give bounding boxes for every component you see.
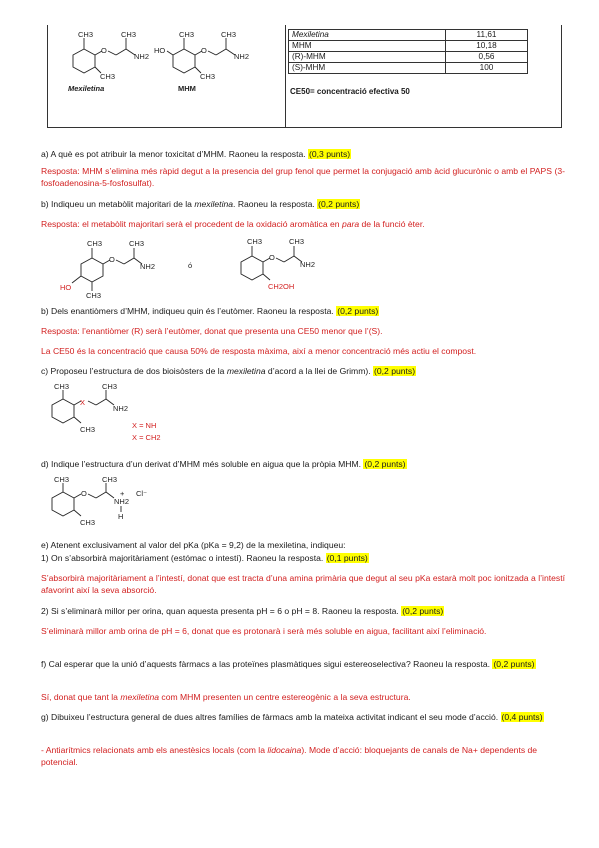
table-cell: 0,56 (446, 52, 528, 63)
nh2-label: NH2 (114, 497, 130, 506)
nh2-label: NH2 (300, 260, 316, 269)
chloride-label: Cl⁻ (136, 489, 148, 498)
answer-f-italic: mexiletina (120, 692, 160, 702)
table-row (289, 30, 528, 41)
ch3-label: CH3 (86, 291, 102, 300)
question-a (41, 149, 561, 161)
points-badge: (0,2 punts) (364, 459, 406, 469)
ch3-label: CH3 (289, 237, 305, 246)
ch2oh-label: CH2OH (268, 282, 295, 291)
ch3-label: CH3 (87, 239, 103, 248)
question-f-text: f) Cal esperar que la unió d’aquests fàrmacs a las proteïnes plasmàtiques sigui estereoselectiva? Raoneu la resposta. (41, 659, 491, 669)
answer-e-1: S’absorbirà majoritàriament a l’intestí, donat que est tracta d’una amina primària que degut al seu pKa estarà molt poc ionitzada a l’intestí afavorint així la seva absorció. (41, 573, 565, 595)
metabolites-structure (40, 236, 360, 300)
table-cell: 100 (446, 63, 528, 74)
question-b-text-end: . Raoneu la resposta. (233, 199, 315, 209)
question-g (41, 712, 565, 724)
table-row (289, 63, 528, 74)
points-badge: (0,1 punts) (326, 553, 368, 563)
nh2-label: NH2 (234, 52, 250, 61)
points-badge: (0,2 punts) (402, 606, 444, 616)
points-badge: (0,2 punts) (374, 366, 416, 376)
answer-f-text-end: com MHM presenten un centre estereogènic a la seva estructura. (159, 692, 411, 702)
question-c (41, 366, 561, 378)
question-e-1-text: 1) On s’absorbirà majoritàriament (estómac o intestí). Raoneu la resposta. (41, 553, 324, 563)
table-row (289, 41, 528, 52)
answer-e-2: S’eliminarà millor amb orina de pH = 6, donat que es protonarà i serà més soluble en aigua, facilitant així l’eliminació. (41, 626, 487, 636)
answer-b-italic: para (341, 219, 360, 229)
table-cell: 11,61 (446, 30, 528, 41)
ce50-table (288, 29, 528, 74)
points-badge: (0,3 punts) (309, 149, 351, 159)
o-label: O (201, 46, 207, 55)
answer-enantiomers-2: La CE50 és la concentració que causa 50% de resposta màxima, així a menor concentració més actiu el compost. (41, 346, 477, 356)
question-c-text-end: d’acord a la llei de Grimm). (265, 366, 371, 376)
ch3-label: CH3 (221, 30, 237, 39)
ce50-note: CE50= concentració efectiva 50 (290, 87, 410, 96)
table-cell: Mexiletina (289, 30, 446, 41)
table-cell: 10,18 (446, 41, 528, 52)
ch3-label: CH3 (102, 382, 118, 391)
ch3-label: CH3 (102, 475, 118, 484)
mexiletina-caption: Mexiletina (68, 84, 105, 93)
question-e-1 (41, 553, 561, 565)
bioisosteres-structure (40, 381, 240, 449)
answer-b (41, 219, 565, 231)
question-e-intro: e) Atenent exclusivament al valor del pKa (pKa = 9,2) de la mexiletina, indiqueu: (41, 540, 346, 550)
points-badge: (0,2 punts) (493, 659, 535, 669)
table-cell: MHM (289, 41, 446, 52)
ch3-label: CH3 (80, 425, 96, 434)
question-b (41, 199, 561, 211)
question-b-text: b) Indiqueu un metabòlit majoritari de la (41, 199, 195, 209)
question-d (41, 459, 561, 471)
ch3-label: CH3 (100, 72, 116, 81)
o-label: O (269, 253, 275, 262)
question-enantiomers (41, 306, 561, 318)
answer-enantiomers-1: Resposta: l’enantiòmer (R) serà l’eutòmer, donat que presenta una CE50 menor que l’(S). (41, 326, 383, 336)
nh2-label: NH2 (140, 262, 156, 271)
table-cell: (S)-MHM (289, 63, 446, 74)
points-badge: (0,4 punts) (501, 712, 543, 722)
ch3-label: CH3 (54, 382, 70, 391)
answer-g-text-end: ). Mode d’acció: bloquejants de canals de Na+ dependents de potencial. (41, 745, 538, 767)
ch3-label: CH3 (247, 237, 263, 246)
question-d-text: d) Indique l’estructura d’un derivat d’MHM més soluble en aigua que la pròpia MHM. (41, 459, 362, 469)
or-label: ó (188, 261, 193, 270)
answer-b-text: Resposta: el metabòlit majoritari serà el procedent de la oxidació aromàtica en (41, 219, 342, 229)
o-label: O (109, 255, 115, 264)
salt-structure (40, 474, 240, 534)
mexiletina-structure (50, 27, 280, 99)
answer-f (41, 692, 565, 704)
x-nh-label: X = NH (132, 421, 157, 430)
ch3-label: CH3 (78, 30, 94, 39)
answer-f-text: Sí, donat que tant la (41, 692, 121, 702)
o-label: O (101, 46, 107, 55)
ho-label: HO (60, 283, 72, 292)
points-badge: (0,2 punts) (337, 306, 379, 316)
points-badge: (0,2 punts) (318, 199, 360, 209)
question-f (41, 659, 565, 671)
ch3-label: CH3 (200, 72, 216, 81)
ch3-label: CH3 (54, 475, 70, 484)
question-e-2 (41, 606, 561, 618)
question-b-italic: mexiletina (194, 199, 234, 209)
ch3-label: CH3 (80, 518, 96, 527)
question-c-italic: mexiletina (226, 366, 266, 376)
x-ch2-label: X = CH2 (132, 433, 161, 442)
question-a-text: a) A què es pot atribuir la menor toxicitat d’MHM. Raoneu la resposta. (41, 149, 306, 159)
x-label: X (80, 398, 86, 407)
top-box-divider (285, 25, 286, 127)
ho-label: HO (154, 46, 166, 55)
ch3-label: CH3 (121, 30, 137, 39)
question-g-text: g) Dibuixeu l’estructura general de dues altres famílies de fàrmacs amb la mateixa activitat indicant el seu mode d’acció. (41, 712, 499, 722)
mhm-caption: MHM (178, 84, 196, 93)
plus-label: + (120, 489, 125, 498)
table-cell: (R)-MHM (289, 52, 446, 63)
h-label: H (118, 512, 124, 521)
nh2-label: NH2 (113, 404, 129, 413)
answer-g-text: - Antiarítmics relacionats amb els anestèsics locals (com la (41, 745, 268, 755)
ch3-label: CH3 (129, 239, 145, 248)
answer-g-italic: lidocaina (267, 745, 302, 755)
nh2-label: NH2 (134, 52, 150, 61)
question-e-2-text: 2) Si s’eliminarà millor per orina, quan aquesta presenta pH = 6 o pH = 8. Raoneu la resposta. (41, 606, 399, 616)
answer-a: Resposta: MHM s’elimina més ràpid degut a la presencia del grup fenol que permet la conjugació amb àcid glucurònic o amb el PAPS (3-fosfoadenosina-5-fosfosulfat). (41, 166, 565, 188)
answer-b-text-end: de la funció èter. (359, 219, 425, 229)
question-c-text: c) Proposeu l’estructura de dos bioisòsters de la (41, 366, 227, 376)
ch3-label: CH3 (179, 30, 195, 39)
question-enantiomers-text: b) Dels enantiòmers d’MHM, indiqueu quin és l’eutòmer. Raoneu la resposta. (41, 306, 334, 316)
o-label: O (81, 489, 87, 498)
table-row (289, 52, 528, 63)
answer-g (41, 745, 565, 768)
